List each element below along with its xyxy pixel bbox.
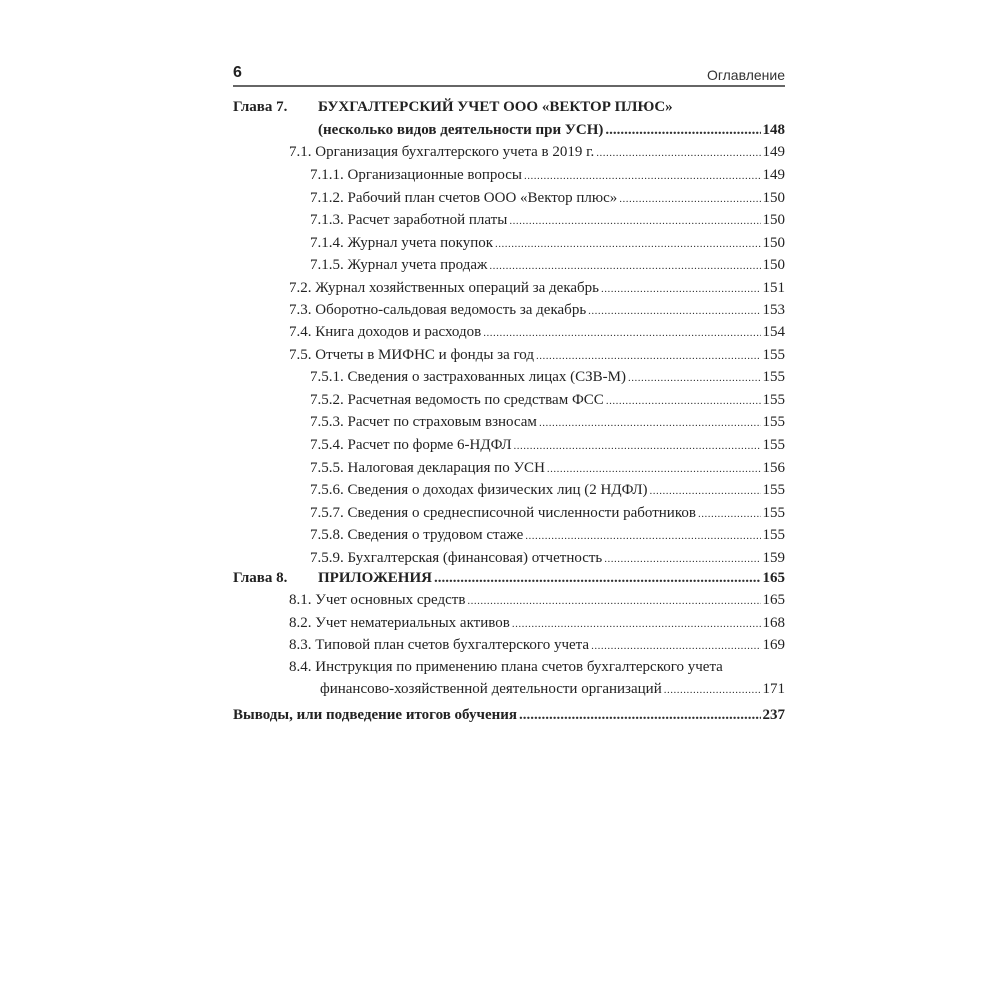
toc-entry [289,659,785,681]
toc-entry-text: 7.5.2. Расчетная ведомость по средствам ФСС [310,392,604,408]
toc-entry-text: 8.1. Учет основных средств [289,592,466,608]
toc-entry-text: 7.5.5. Налоговая декларация по УСН [310,460,545,476]
toc-page-number: 165 [762,592,785,608]
toc-entry-text: 7.5.7. Сведения о среднесписочной численности работников [310,505,696,521]
toc-page-number: 155 [762,369,785,385]
toc-entry-label [310,527,523,544]
toc-page-number: 150 [762,235,785,251]
toc-page-number: 165 [762,570,785,586]
toc-entry-label [310,482,648,499]
toc-page-number: 155 [762,527,785,543]
toc-page-number: 155 [762,437,785,453]
toc-entry-text: 8.3. Типовой план счетов бухгалтерского учета [289,637,590,653]
toc-entry [310,212,785,234]
toc-entry [289,592,785,614]
dot-leader [467,592,760,609]
toc-entry [310,235,785,257]
toc-page-number: 150 [762,257,785,273]
dot-leader [601,280,760,297]
toc-entry-label [310,460,545,477]
dot-leader [495,235,760,252]
toc-entry-label [233,99,673,116]
dot-leader [483,324,760,341]
page-number: 6 [233,64,242,81]
dot-leader [698,505,761,522]
toc-entry-label [310,257,487,274]
toc-entry-text: 7.5.4. Расчет по форме 6-НДФЛ [310,437,512,453]
toc-entry-text: 7.5.6. Сведения о доходах физических лиц (2 НДФЛ) [310,482,648,498]
toc-entry-label [289,324,481,341]
toc-page-number: 149 [762,167,785,183]
chapter-prefix: Глава 8. [233,570,288,586]
toc-page-number: 155 [762,414,785,430]
dot-leader [489,257,760,274]
toc-entry [310,190,785,212]
toc-page-number: 155 [762,482,785,498]
toc-entry-text: 7.5.8. Сведения о трудовом стаже [310,527,524,543]
running-header-title: Оглавление [706,67,785,83]
toc-entry-label [289,280,599,297]
toc-entry-label [310,392,604,409]
toc-entry-text: (несколько видов деятельности при УСН) [318,122,604,138]
toc-entry [310,437,785,459]
toc-entry-label [289,615,510,632]
toc-entry-text: 7.3. Оборотно-сальдовая ведомость за декабрь [289,302,587,318]
toc-entry [310,482,785,504]
dot-leader [519,707,760,724]
dot-leader [664,681,761,698]
dot-leader [539,414,761,431]
toc-page-number: 159 [762,550,785,566]
header-rule [233,85,785,87]
toc-page-number: 150 [762,212,785,228]
dot-leader [525,527,760,544]
toc-entry [310,167,785,189]
toc-entry-label [310,190,617,207]
toc-page-number: 151 [762,280,785,296]
dot-leader [596,144,760,161]
toc-entry [310,257,785,279]
toc-page-number: 155 [762,392,785,408]
toc-entry-label [233,707,517,724]
toc-entry-text: 7.4. Книга доходов и расходов [289,324,482,340]
toc-entry [310,550,785,572]
dot-leader [434,570,761,587]
toc-entry [310,460,785,482]
toc-page-number: 156 [762,460,785,476]
dot-leader [605,122,760,139]
toc-entry [289,302,785,324]
dot-leader [604,550,760,567]
toc-entry-text: 8.2. Учет нематериальных активов [289,615,510,631]
toc-page-number: 171 [762,681,785,697]
toc-entry [310,369,785,391]
toc-entry [318,122,785,144]
toc-entry [233,99,785,121]
toc-entry-text: 7.5.1. Сведения о застрахованных лицах (СЗВ-М) [310,369,626,385]
toc-entry [310,392,785,414]
toc-entry-label [289,659,723,676]
toc-entry-text: 7.1.1. Организационные вопросы [310,167,522,183]
toc-page-number: 168 [762,615,785,631]
toc-page-number: 237 [762,707,785,723]
toc-entry [310,414,785,436]
dot-leader [547,460,761,477]
dot-leader [628,369,761,386]
toc-entry [289,347,785,369]
toc-page-number: 149 [762,144,785,160]
toc-entry-label [289,637,589,654]
toc-entry-text: 7.2. Журнал хозяйственных операций за декабрь [289,280,600,296]
toc-entry [233,570,785,592]
dot-leader [524,167,761,184]
dot-leader [619,190,760,207]
toc-entry-text: 7.5. Отчеты в МИФНС и фонды за год [289,347,534,363]
dot-leader [514,437,761,454]
toc-entry-label [310,437,512,454]
toc-entry-text: 7.1. Организация бухгалтерского учета в 2019 г. [289,144,595,160]
dot-leader [509,212,760,229]
toc-entry-text: 7.1.3. Расчет заработной платы [310,212,508,228]
toc-entry [310,527,785,549]
toc-entry-label [289,347,534,364]
dot-leader [512,615,761,632]
toc-entry [310,505,785,527]
toc-entry-text: 7.5.3. Расчет по страховым взносам [310,414,537,430]
toc-entry-label [310,212,507,229]
toc-entry-text: Выводы, или подведение итогов обучения [233,707,518,723]
toc-page-number: 153 [762,302,785,318]
toc-entry-text: 8.4. Инструкция по применению плана счетов бухгалтерского учета [289,659,723,675]
chapter-prefix: Глава 7. [233,99,288,115]
toc-entry-label [310,167,522,184]
dot-leader [588,302,760,319]
toc-entry [289,637,785,659]
toc-entry-text: 7.5.9. Бухгалтерская (финансовая) отчетность [310,550,603,566]
toc-page-number: 169 [762,637,785,653]
toc-entry-text: ПРИЛОЖЕНИЯ [318,570,432,586]
toc-entry-label [310,235,493,252]
toc-entry-label [310,369,626,386]
toc-entry-text: 7.1.2. Рабочий план счетов ООО «Вектор плюс» [310,190,618,206]
toc-entry-label [310,550,602,567]
dot-leader [536,347,761,364]
toc-page-number: 150 [762,190,785,206]
toc-entry [289,280,785,302]
toc-entry [289,615,785,637]
toc-entry-label [318,122,603,139]
dot-leader [650,482,761,499]
toc-page-number: 148 [762,122,785,138]
toc-entry-label [320,681,662,698]
toc-entry-label [233,570,432,587]
toc-entry-text: 7.1.5. Журнал учета продаж [310,257,488,273]
toc-page-number: 154 [762,324,785,340]
dot-leader [591,637,760,654]
toc-entry [320,681,785,703]
toc-page-number: 155 [762,347,785,363]
toc-entry-text: 7.1.4. Журнал учета покупок [310,235,494,251]
toc-entry-label [289,302,586,319]
toc-entry-text: финансово-хозяйственной деятельности организаций [320,681,662,697]
toc-entry [289,144,785,166]
dot-leader [606,392,761,409]
toc-entry [233,707,785,729]
toc-entry-label [310,505,696,522]
toc-entry-text: БУХГАЛТЕРСКИЙ УЧЕТ ООО «ВЕКТОР ПЛЮС» [318,99,673,115]
toc-entry-label [289,144,594,161]
toc-entry-label [310,414,537,431]
toc-page-number: 155 [762,505,785,521]
toc-entry [289,324,785,346]
toc-entry-label [289,592,465,609]
